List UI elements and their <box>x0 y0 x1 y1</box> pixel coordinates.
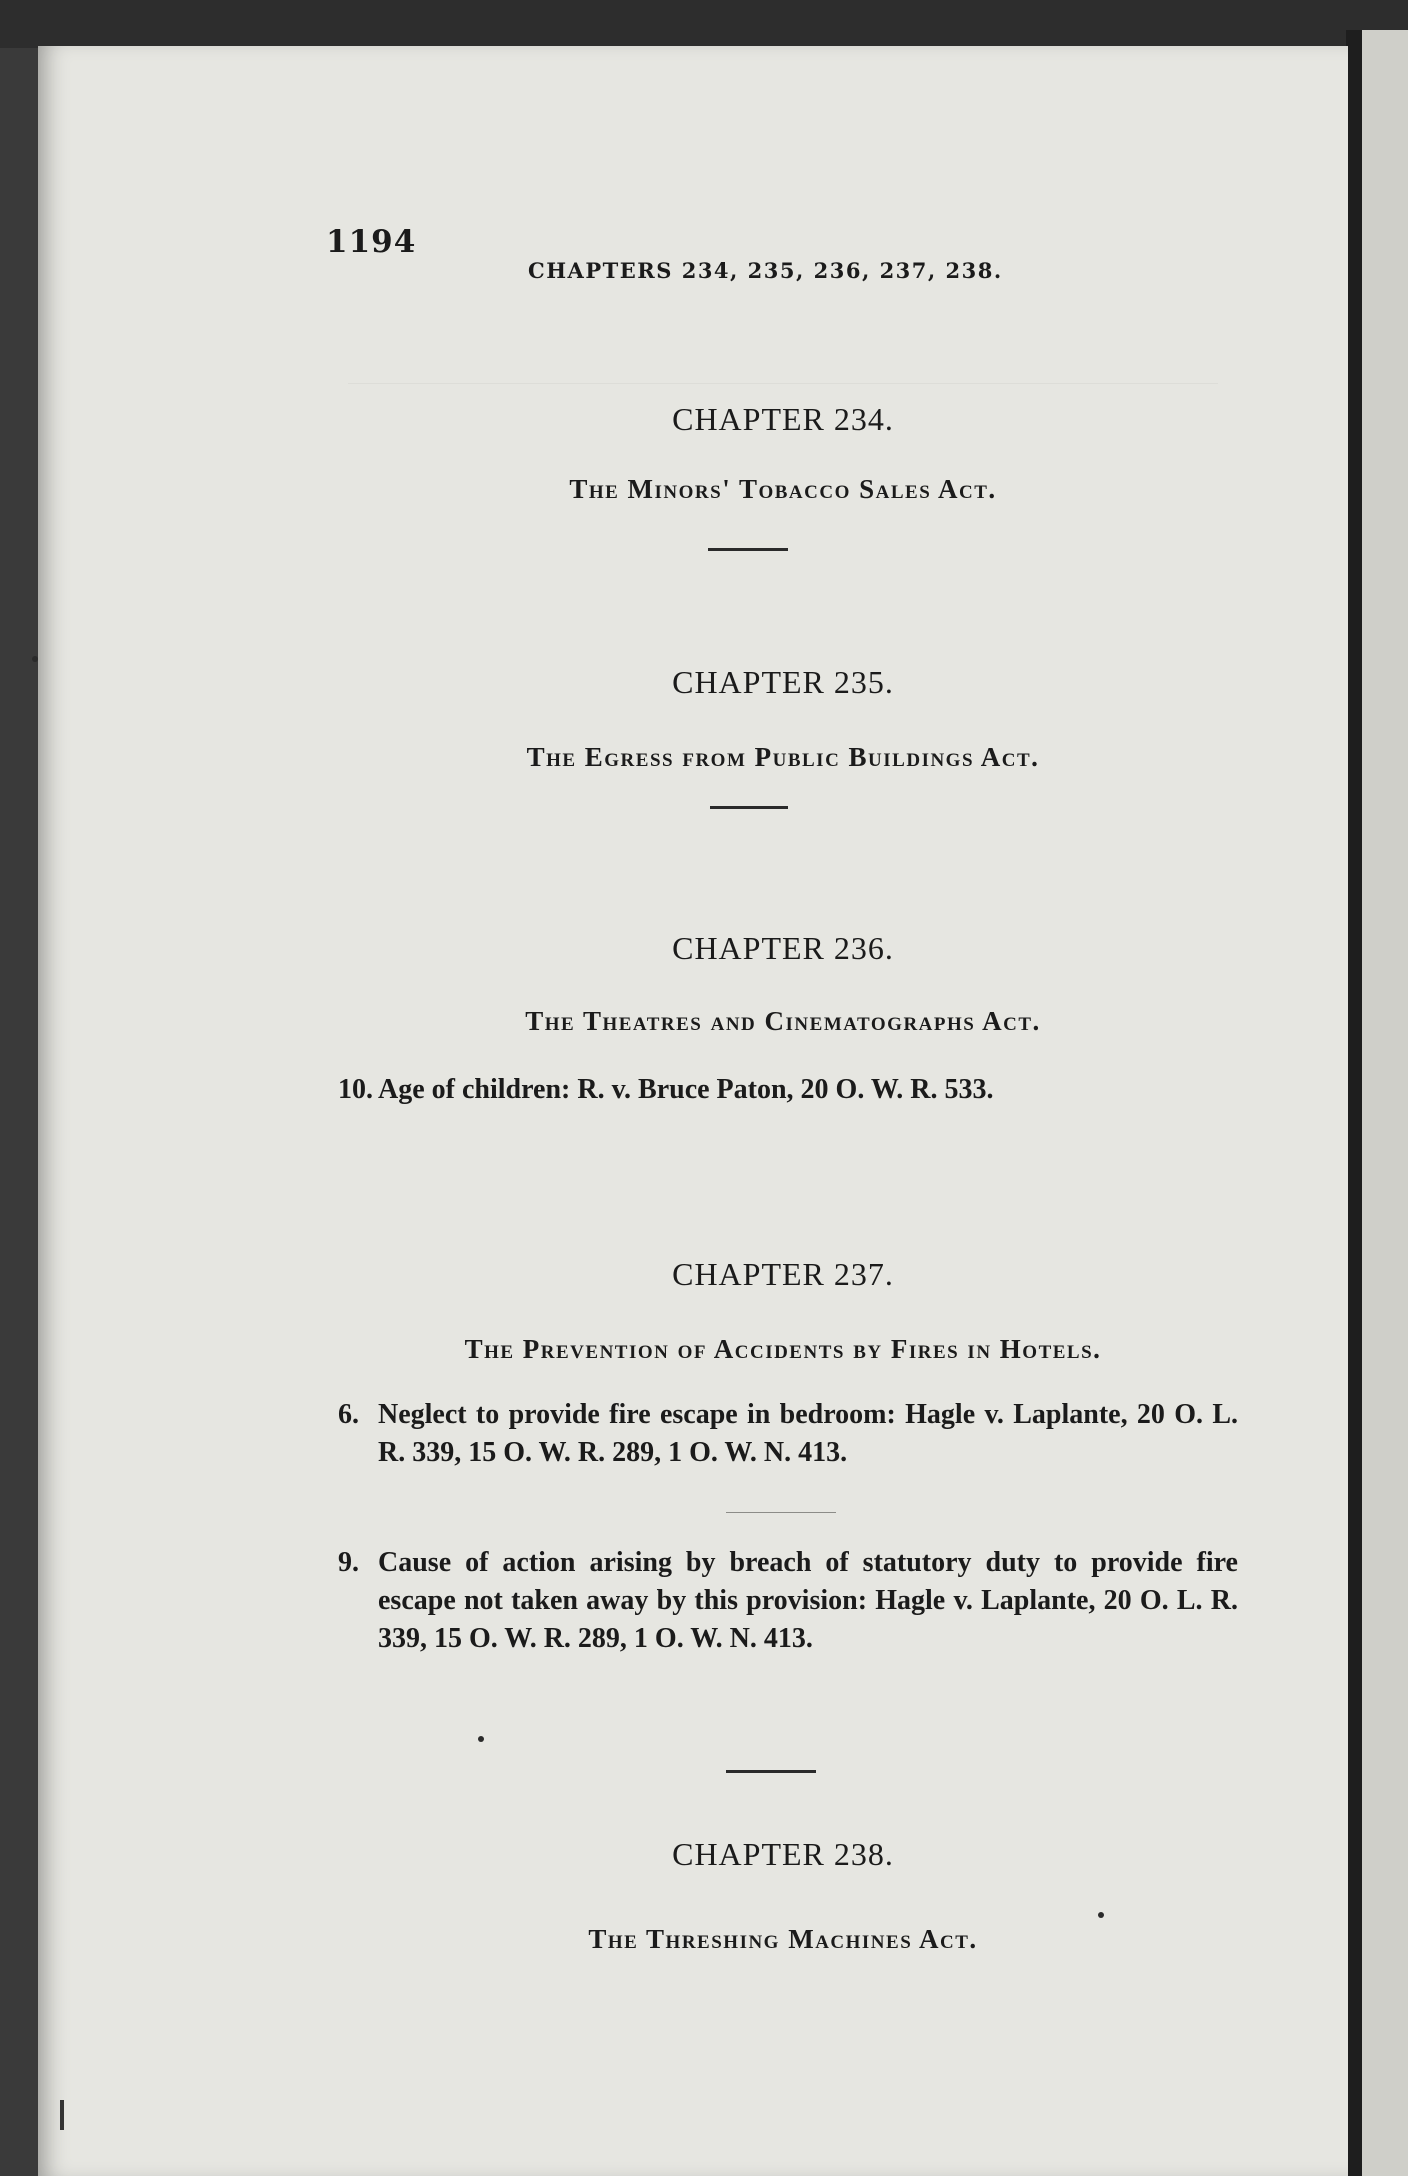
chapter-235-title: CHAPTER 235. <box>672 664 894 700</box>
page-edge-shadow <box>1346 30 1362 2176</box>
section-rule <box>726 1770 816 1773</box>
note-text: Cause of action arising by breach of statutory duty to provide fire escape not taken away by this provision: Hagle v. Laplante, 20 O. L. R. 339, 15 O. W. R. 289, 1 O. W. N. 413. <box>378 1547 1238 1654</box>
faint-rule <box>726 1512 836 1513</box>
note-section-6 <box>338 1396 1238 1472</box>
scan-background-top <box>0 0 1408 48</box>
note-text: Age of children: R. v. Bruce Paton, 20 O. W. R. 533. <box>378 1074 994 1105</box>
adjacent-page-edge <box>1362 30 1408 2176</box>
running-head: CHAPTERS 234, 235, 236, 237, 238. <box>528 258 1003 283</box>
chapter-234-title: CHAPTER 234. <box>672 401 894 437</box>
chapter-235-act-name: The Egress from Public Buildings Act. <box>526 742 1040 772</box>
section-number: 10. <box>338 1074 373 1105</box>
section-number: 6. <box>338 1399 359 1430</box>
chapter-234-act-name: The Minors' Tobacco Sales Act. <box>569 474 997 504</box>
chapter-238-act-name: The Threshing Machines Act. <box>588 1924 978 1954</box>
chapter-238-title: CHAPTER 238. <box>672 1836 894 1872</box>
stray-mark <box>478 1736 484 1742</box>
stray-mark <box>32 656 38 662</box>
note-text: Neglect to provide fire escape in bedroom: Hagle v. Laplante, 20 O. L. R. 339, 15 O. W. R. 289, 1 O. W. N. 413. <box>378 1399 1238 1468</box>
page-content <box>38 46 1348 2176</box>
section-number: 9. <box>338 1547 359 1578</box>
chapter-236-title: CHAPTER 236. <box>672 930 894 966</box>
section-rule <box>710 806 788 809</box>
note-section-10 <box>338 1071 1238 1109</box>
chapter-237-act-name: The Prevention of Accidents by Fires in Hotels. <box>464 1334 1102 1364</box>
chapter-237-title: CHAPTER 237. <box>672 1256 894 1292</box>
section-rule <box>708 548 788 551</box>
note-section-9 <box>338 1544 1238 1658</box>
stray-mark <box>1098 1912 1104 1918</box>
chapter-236-act-name: The Theatres and Cinematographs Act. <box>525 1006 1041 1036</box>
binding-mark <box>60 2100 64 2130</box>
book-page <box>38 46 1348 2176</box>
page-number: 1194 <box>326 224 417 260</box>
